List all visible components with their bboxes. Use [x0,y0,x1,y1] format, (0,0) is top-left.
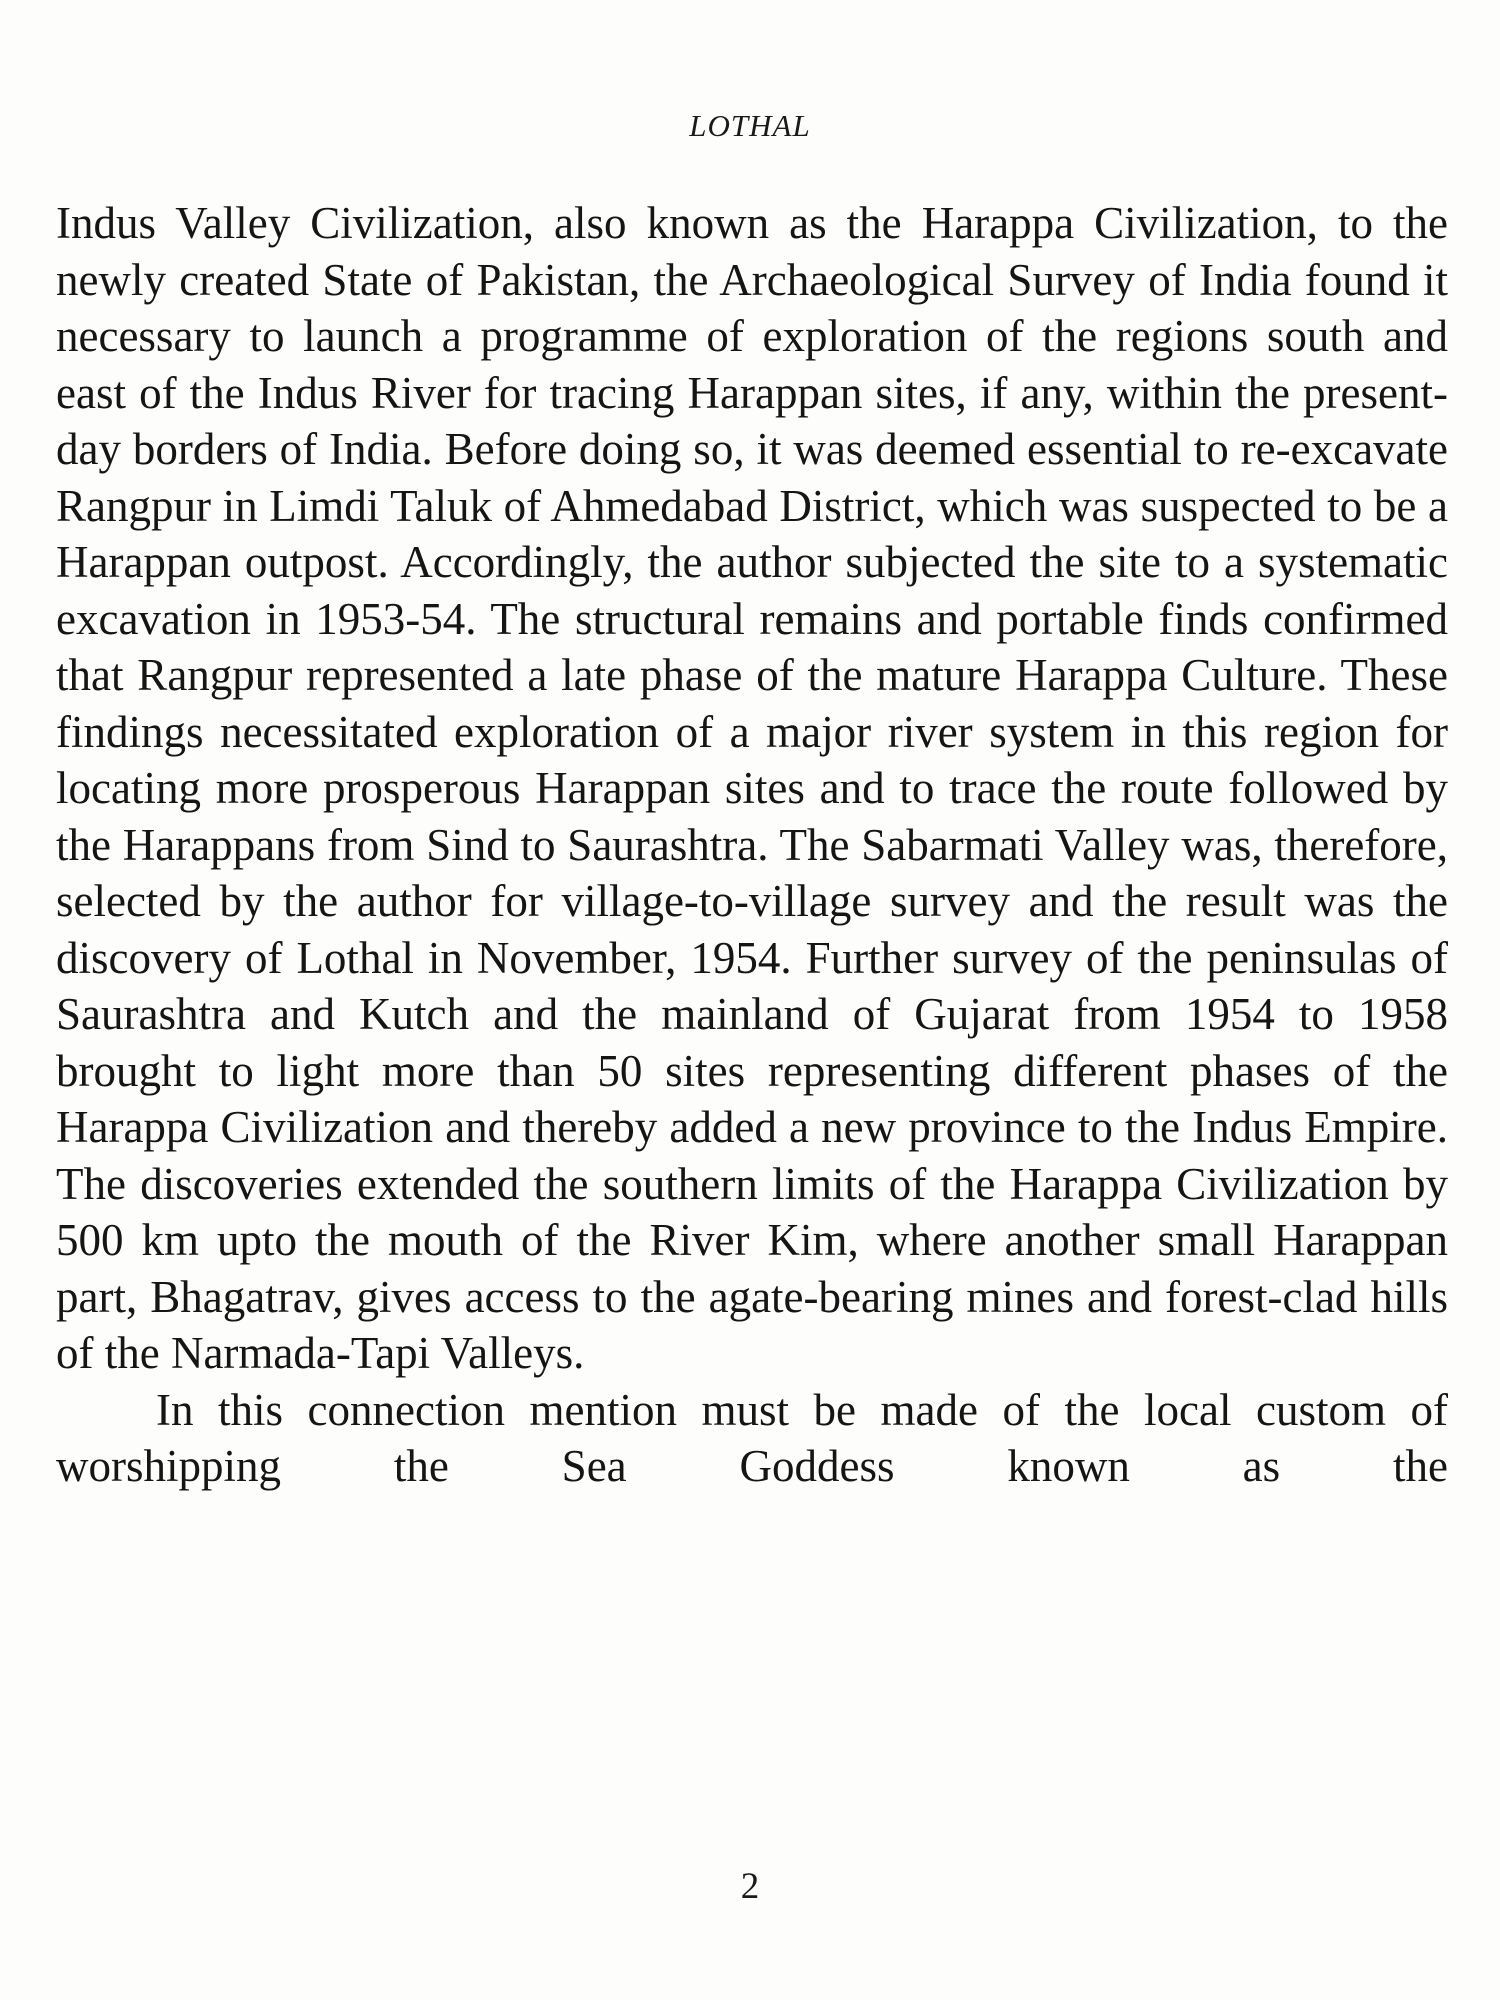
running-head: LOTHAL [689,108,811,143]
paragraph-sea-goddess: In this connection mention must be made of the local custom of worshipping the Sea Goddess known as the [56,1384,1448,1491]
page-number: 2 [740,1866,760,1907]
body-text [56,195,1448,1495]
paragraph-discovery: Indus Valley Civilization, also known as the Harappa Civilization, to the newly created State of Pakistan, the Archaeological Survey of India found it necessary to launch a programme of exploration of the regions south and east of the Indus River for tracing Harappan sites, if any, within the present-day borders of India. Before doing so, it was deemed essential to re-excavate Rangpur in Limdi Taluk of Ahmedabad District, which was suspected to be a Harappan outpost. Accordingly, the author subjected the site to a systematic excavation in 1953-54. The structural remains and portable finds confirmed that Rangpur represented a late phase of the mature Harappa Culture. These findings necessitated exploration of a major river system in this region for locating more prosperous Harappan sites and to trace the route followed by the Harappans from Sind to Saurashtra. The Sabarmati Valley was, therefore, selected by the author for village-to-village survey and the result was the discovery of Lothal in November, 1954. Further survey of the peninsulas of Saurashtra and Kutch and the mainland of Gujarat from 1954 to 1958 brought to light more than 50 sites representing different phases of the Harappa Civilization and thereby added a new province to the Indus Empire. The discoveries extended the southern limits of the Harappa Civilization by 500 km upto the mouth of the River Kim, where another small Harappan part, Bhagatrav, gives access to the agate-bearing mines and forest-clad hills of the Narmada-Tapi Valleys. [56,198,1448,1378]
